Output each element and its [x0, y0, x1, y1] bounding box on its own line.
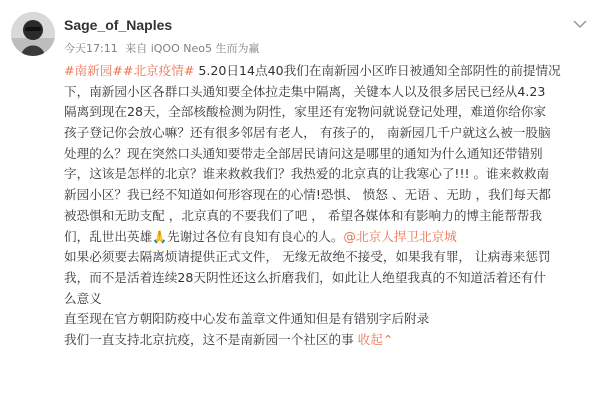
post-time[interactable]: 今天17:11: [64, 42, 118, 55]
collapse-link[interactable]: 收起⌃: [357, 331, 394, 347]
hashtag-nanxinyuan[interactable]: #南新园#: [64, 63, 123, 78]
post-meta: [64, 40, 263, 56]
folded-hands-emoji: 🙏: [152, 229, 168, 244]
text-line-9: [64, 227, 594, 248]
post-text: [64, 61, 594, 351]
mention-link[interactable]: @北京人捍卫北京城: [343, 228, 457, 244]
chevron-up-icon: ⌃: [382, 331, 394, 347]
text-line-4: 孩子登记你会放心嘛？还有很多邻居有老人， 有孩子的， 南新园几千户就这么被一股脑: [64, 125, 551, 141]
text-segment: 先谢过各位有良知有良心的人。: [167, 228, 344, 244]
text-segment: 5.20日14点40我们在南新园小区昨日被通知全部阴性的前提情况: [194, 63, 561, 78]
avatar-image: [11, 12, 55, 56]
text-segment: 们，乱世出英雄: [64, 228, 153, 244]
chevron-down-icon[interactable]: [573, 14, 587, 24]
text-line-5: 处理的么？现在突然口头通知要带走全部居民请问这是哪里的通知为什么通知还带错别: [64, 145, 543, 161]
text-line-10: 如果必须要去隔离烦请提供正式文件， 无缘无故绝不接受，如果我有罪， 让病毒来惩罚: [64, 249, 551, 265]
avatar[interactable]: [11, 12, 55, 56]
post-source: 来自 iQOO Neo5 生而为赢: [125, 42, 260, 55]
text-line-12: 么意义: [64, 290, 102, 306]
text-line-11: 我，而不是活着连续28天阴性还这么折磨我们，如此让人绝望我真的不知道活着还有什: [64, 269, 546, 285]
text-line-1: [64, 61, 594, 82]
username[interactable]: Sage_of_Naples: [64, 17, 173, 33]
text-line-7: 新园小区？我已经不知道如何形容现在的心情!恐惧、 愤怒 、无语 、无助 ，我们每天都: [64, 187, 552, 203]
text-line-8: 被恐惧和无助支配 ，北京真的不要我们了吧 ， 希望各媒体和有影响力的博主能帮帮我: [64, 207, 542, 223]
text-line-2: 下，南新园小区各群口头通知要全体拉走集中隔离，关键本人以及很多居民已经从4.23: [64, 83, 546, 99]
text-line-14: [64, 330, 594, 351]
text-line-3: 隔离到现在28天，全部核酸检测为阴性，家里还有宠物问就说登记处理，难道你给你家: [64, 104, 546, 120]
text-segment: 我们一直支持北京抗疫，这不是南新园一个社区的事: [64, 331, 358, 347]
hashtag-beijing-epidemic[interactable]: #北京疫情#: [122, 63, 195, 78]
text-line-13: 直至现在官方朝阳防疫中心发布盖章文件通知但是有错别字后附录: [64, 311, 430, 327]
text-line-6: 字，这该是怎样的北京？谁来救救我们？我热爱的北京真的让我寒心了!!! 。谁来救救南: [64, 166, 550, 182]
